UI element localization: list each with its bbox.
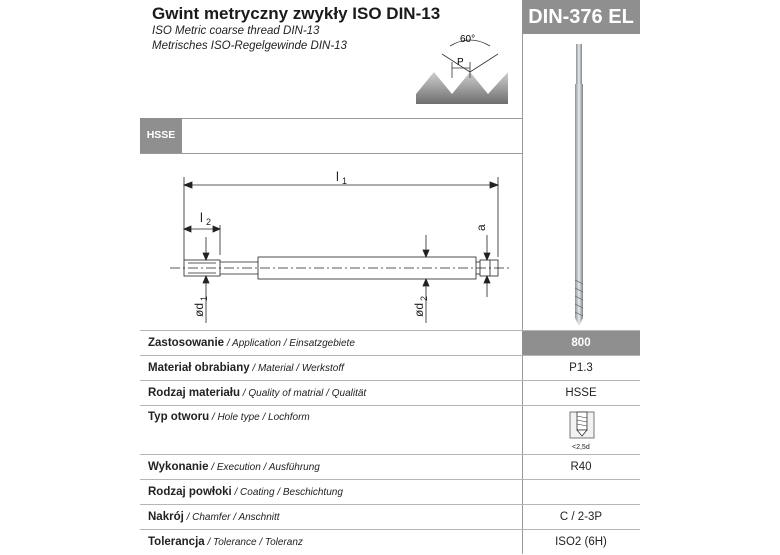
l2-subscript: 2 (206, 217, 212, 227)
material-badge: HSSE (140, 118, 182, 153)
tap-product-image (560, 40, 600, 330)
subtitle-de: Metrisches ISO-Regelgewinde DIN-13 (152, 40, 347, 52)
d1-subscript: 1 (199, 295, 209, 301)
spec-label-translation: / Coating / Beschichtung (231, 487, 343, 498)
model-badge: DIN-376 EL (522, 0, 640, 34)
l2-label: l (200, 210, 203, 225)
spec-row-application (140, 330, 640, 355)
spec-label-translation: / Material / Werkstoff (249, 363, 344, 374)
d2-subscript: 2 (419, 295, 429, 301)
spec-value-chamfer: C / 2-3P (559, 511, 603, 523)
l1-label: l (336, 169, 339, 184)
spec-value-tolerance: ISO2 (6H) (555, 536, 607, 548)
a-label: a (474, 224, 488, 231)
blind-hole-icon (564, 410, 600, 452)
spec-value-application: 800 (522, 331, 640, 355)
spec-label: Zastosowanie (148, 337, 225, 349)
spec-value-execution: R40 (570, 461, 592, 473)
thread-profile-diagram (412, 32, 512, 108)
spec-label: Rodzaj powłoki (148, 486, 232, 498)
spec-label-translation: / Application / Einsatzgebiete (224, 338, 355, 349)
spec-row-quality (140, 380, 640, 406)
spec-label: Typ otworu (148, 411, 210, 423)
l1-subscript: 1 (342, 176, 348, 186)
spec-value-material: P1.3 (569, 362, 593, 374)
spec-label-translation: / Execution / Ausführung (208, 462, 320, 473)
spec-label-translation: / Quality of matrial / Qualität (240, 388, 367, 399)
spec-label: Rodzaj materiału (148, 387, 241, 399)
angle-label: 60° (460, 34, 476, 45)
spec-row-hole-type (140, 405, 640, 455)
tap-dimension-drawing (160, 165, 520, 325)
hole-depth-note: <2,5d (572, 444, 590, 451)
spec-row-execution (140, 454, 640, 480)
spec-label: Nakrój (148, 511, 184, 523)
pitch-label: P (457, 57, 464, 68)
spec-row-material (140, 355, 640, 381)
spec-label: Wykonanie (148, 461, 209, 473)
spec-row-chamfer (140, 504, 640, 530)
page-title: Gwint metryczny zwykły ISO DIN-13 (152, 4, 441, 23)
d1-label: ød (192, 302, 206, 317)
spec-label-translation: / Hole type / Lochform (209, 412, 310, 423)
spec-row-coating (140, 479, 640, 505)
spec-label: Tolerancja (148, 536, 205, 548)
spec-label-translation: / Tolerance / Toleranz (204, 537, 303, 548)
spec-label-translation: / Chamfer / Anschnitt (183, 512, 280, 523)
material-bar (140, 118, 522, 154)
subtitle-en: ISO Metric coarse thread DIN-13 (152, 25, 320, 37)
spec-value-quality: HSSE (565, 387, 597, 399)
spec-label: Materiał obrabiany (148, 362, 250, 374)
spec-row-tolerance (140, 529, 640, 555)
d2-label: ød (412, 302, 426, 317)
